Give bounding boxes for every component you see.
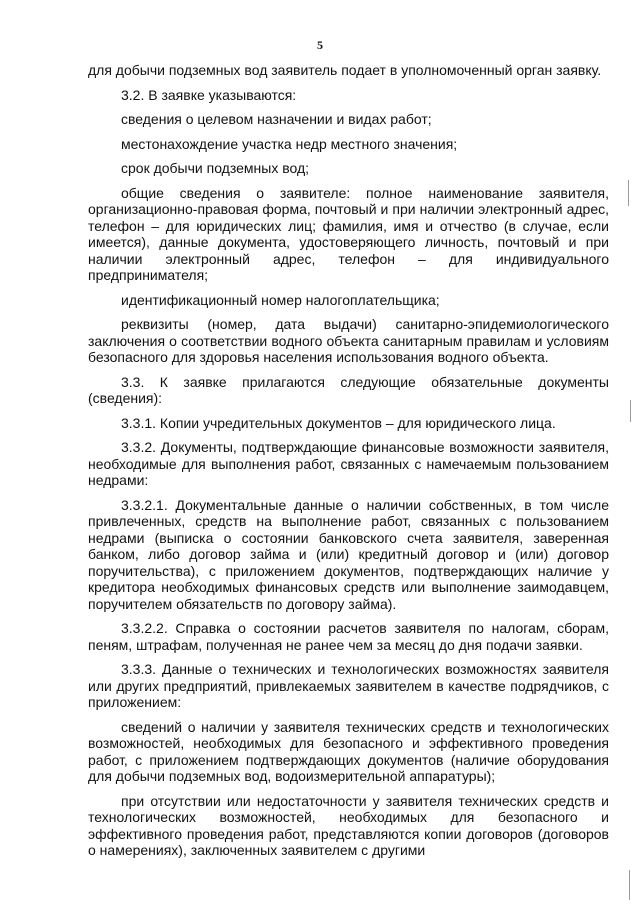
paragraph-term: срок добычи подземных вод; [121,160,310,176]
paragraph-continuation: для добычи подземных вод заявитель подает в уполномоченный орган заявку. [88,62,602,78]
paragraph-3-3-2-2: 3.3.2.2. Справка о состоянии расчетов заявителя по налогам, сборам, пеням, штрафам, полученная не ранее чем за месяц до дня подачи заявки. [88,620,609,653]
scan-artifact [629,870,630,900]
paragraph-purpose: сведения о целевом назначении и видах работ; [121,111,432,127]
scan-artifact [630,400,631,422]
paragraph-3-3-3: 3.3.3. Данные о технических и технологических возможностях заявителя или других предприятий, привлекаемых заявителем в качестве подрядчиков, с приложением: [88,661,609,710]
paragraph-contracts: при отсутствии или недостаточности у заявителя технических средств и технологических возможностей, необходимых для безопасного и эффективного проведения работ, представляются копии договоров (договоров о намерениях), заключенных заявителем с другими [88,792,609,858]
paragraph-3-3-2-1: 3.3.2.1. Документальные данные о наличии собственных, в том числе привлеченных, средств на выполнение работ, связанных с пользованием недрами (выписка о состоянии банковского счета заявителя, заверенная банком, либо договор займа и (или) кредитный договор и (или) договор поручительства), с приложением документов, подтверждающих наличие у кредитора необходимых финансовых средств или выполнение заимодавцем, поручителем обязательств по договору займа). [88,496,609,612]
paragraph-sanitary-conclusion: реквизиты (номер, дата выдачи) санитарно-эпидемиологического заключения о соответствии водного объекта санитарным правилам и условиям безопасного для здоровья населения использования водного объекта. [88,316,609,365]
scan-artifact [628,180,629,206]
paragraph-applicant-info: общие сведения о заявителе: полное наименование заявителя, организационно-правовая форма, почтовый и при наличии электронный адрес, телефон – для юридических лиц; фамилия, имя и отчество (в случае, если имеется), данные документа, удостоверяющего личность, почтовый и при наличии электронный адрес, телефон – для индивидуального предпринимателя; [88,184,609,283]
paragraph-location: местонахождение участка недр местного значения; [121,135,458,152]
paragraph-taxpayer-id: идентификационный номер налогоплательщика; [121,291,440,308]
paragraph-technical-means: сведений о наличии у заявителя технических средств и технологических возможностей, необходимых для безопасного и эффективного проведения работ, с приложением подтверждающих документов (наличие оборудования для добычи подземных вод, водоизмерительной аппаратуры); [88,718,609,784]
paragraph-3-2-heading: 3.2. В заявке указываются: [121,86,297,103]
page-number: 5 [317,38,323,52]
paragraph-3-3: 3.3. К заявке прилагаются следующие обязательные документы (сведения): [88,373,609,406]
paragraph-3-3-1: 3.3.1. Копии учредительных документов – для юридического лица. [121,414,556,431]
document-body [88,62,609,867]
paragraph-3-3-2: 3.3.2. Документы, подтверждающие финансовые возможности заявителя, необходимые для выполнения работ, связанных с намечаемым пользованием недрами: [88,439,609,488]
